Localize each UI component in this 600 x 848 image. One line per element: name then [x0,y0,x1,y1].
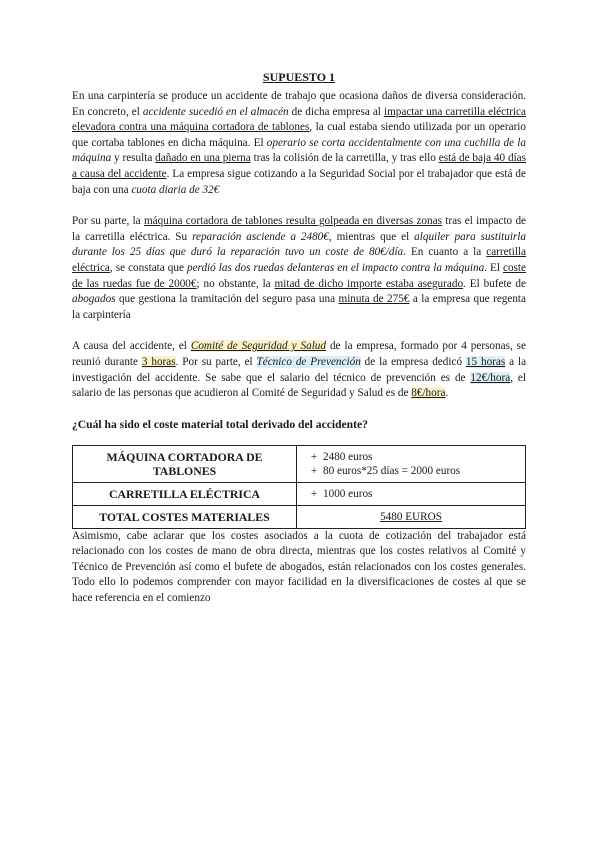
text-run: que gestiona la tramitación del seguro pasa una [115,293,339,306]
value-line [305,450,517,464]
text-run-underlined: máquina cortadora de tablones resulta golpeada en diversas zonas [143,215,442,228]
text-run-underlined: dañado en una pierna [155,152,251,165]
table-row [73,482,526,505]
text-run-underlined: mitad de dicho importe estaba asegurado [274,277,464,290]
text-run: Por su parte, la [72,215,144,228]
text-run-highlighted: 15 horas [465,355,506,368]
document-title: SUPUESTO 1 [262,70,336,84]
text-run: , la cual estaba siendo utilizada por un operario que cortaba tablones en dicha máquina. El [72,121,526,149]
text-run-underlined: carretilla eléctrica [72,246,526,274]
plus-bullet: + [310,464,318,477]
row-value-forklift [297,482,526,505]
value-line [305,487,517,501]
text-run: . La empresa sigue cotizando a la Seguridad Social por el trabajador que está de baja con una [72,167,526,196]
document-content [72,70,526,607]
text-run: A causa del accidente, el [72,340,191,353]
text-run-italic: perdió las dos ruedas delanteras en el impacto contra la máquina [186,261,485,274]
row-value-machine [297,445,526,482]
text-run-underlined: está de baja 40 días a causa del accidente [72,152,527,180]
text-run: de la empresa dedicó [360,355,466,368]
text-run: , se constata que [109,261,187,274]
text-run: de dicha empresa al [288,105,384,118]
text-run: . El [484,261,503,274]
text-run-highlighted: 12€/hora [470,371,511,384]
text-run-italic: alquiler para sustituirla durante los 25 días que duró la reparación tuvo un coste de 80€/día [72,230,526,259]
value-text: 80 euros*25 días = 2000 euros [323,464,461,477]
text-run: tras el impacto de la carretilla eléctrica. Su [72,215,527,243]
table-row [73,445,526,482]
costs-table [72,445,526,529]
row-label-total: TOTAL COSTES MATERIALES [73,505,297,528]
total-value: 5480 EUROS [380,510,442,523]
text-run-highlighted: Comité de Seguridad y Salud [190,340,326,353]
text-run-italic: reparación asciende a 2480€ [192,230,329,243]
text-run: . Por su parte, el [175,355,257,368]
text-run: tras la colisión de la carretilla, y tras ello [250,152,439,165]
text-run: . En cuanto a la [403,246,487,259]
text-run-highlighted: 3 horas [141,355,176,368]
paragraph-conclusion: Asimismo, cabe aclarar que los costes asociados a la cuota de cotización del trabajador está relacionado con los costes de mano de obra directa, mientras que los costes relativos al Comité y Técnico de Prevención así como el bufete de abogados, están relacionados con los costes generales. Todo ello lo podemos comprender con mayor facilidad en la diversificaciones de costes al que se hace referencia en el comienzo [72,529,526,605]
text-run-italic: accidente sucedió en el almacén [142,105,289,118]
text-run-italic: operario se corta accidentalmente con una cuchilla de la máquina [72,136,526,165]
text-run: , mientras que el [328,230,415,243]
row-value-total [297,505,526,528]
text-run-underlined: minuta de 275€ [338,293,410,306]
text-run: ; no obstante, la [196,277,275,290]
text-run: . El bufete de [463,277,526,290]
text-run: En una carpintería se produce un accidente de trabajo que ocasiona daños de diversa consideración. En concreto, el [72,90,526,118]
text-run-underlined: coste de las ruedas fue de 2000€ [72,261,526,290]
text-run-highlighted: Técnico de Prevención [256,355,361,368]
question-heading: ¿Cuál ha sido el coste material total derivado del accidente? [72,417,368,431]
text-run-italic: cuota diaria de 32€ [131,183,220,196]
text-run-italic: abogados [72,293,116,306]
text-run: de la empresa, formado por 4 personas, se reunió durante [72,340,527,368]
text-run: . [445,387,449,400]
plus-bullet: + [310,487,318,500]
paragraph-machine-damage [72,214,526,323]
row-label-machine: MÁQUINA CORTADORA DE TABLONES [73,445,297,482]
text-run-highlighted: 8€/hora [411,387,446,400]
value-line [305,464,517,478]
text-run: a la empresa que regenta la carpintería [72,293,527,321]
plus-bullet: + [310,450,318,463]
value-text: 1000 euros [323,487,373,500]
table-row [73,505,526,528]
text-run-underlined: impactar una carretilla eléctrica elevadora contra una máquina cortadora de tablones [72,105,526,134]
row-label-forklift: CARRETILLA ELÉCTRICA [73,482,297,505]
paragraph-accident-description [72,89,526,198]
value-text: 2480 euros [323,450,373,463]
paragraph-committee-costs [72,339,526,401]
text-run: , el salario de las personas que acudieron al Comité de Seguridad y Salud es de [72,371,526,400]
text-run: a la investigación del accidente. Se sabe que el salario del técnico de prevención es de [72,355,527,384]
text-run: y resulta [111,152,156,165]
